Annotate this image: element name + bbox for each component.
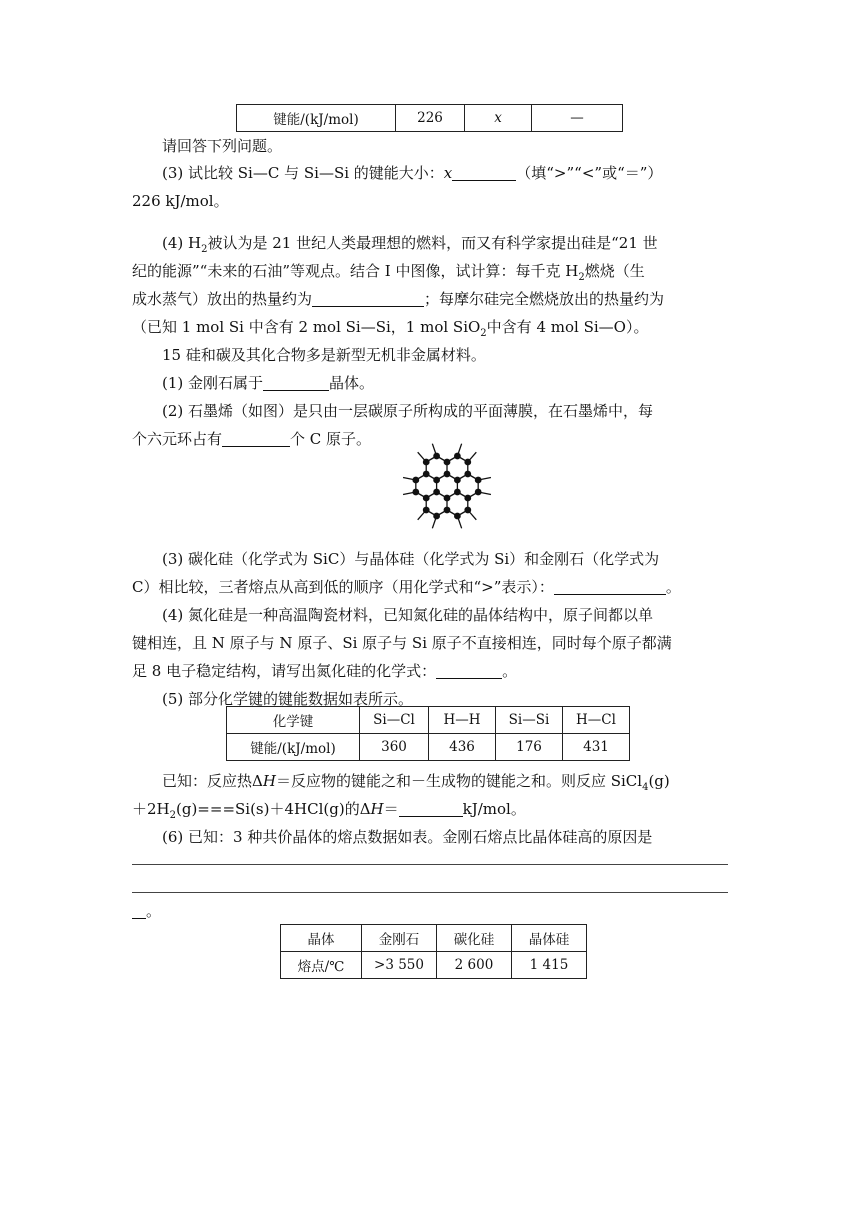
q3-text: (3) 试比较 Si—C 与 Si—Si 的键能大小： — [162, 164, 444, 182]
carbon-atom — [464, 471, 471, 478]
table-header-cell: H—H — [429, 707, 496, 734]
q3-var: x — [443, 164, 453, 182]
p15-q6-answer-tail — [132, 900, 161, 922]
carbon-atom — [464, 459, 471, 466]
p15-q6-line: (6) 已知：3 种共价晶体的熔点数据如表。金刚石熔点比晶体硅高的原因是 — [162, 828, 653, 846]
p15-q6-answer-line-1[interactable] — [132, 864, 728, 865]
p15-q5-text: 已知：反应热Δ — [162, 772, 263, 790]
carbon-atom — [454, 477, 461, 484]
intro-text: 请回答下列问题。 — [162, 137, 283, 155]
p15-q5-text: (g) — [648, 772, 670, 790]
table-header-cell: Si—Cl — [360, 707, 429, 734]
p15-q2-text: 个六元环占有 — [132, 430, 223, 448]
carbon-atom — [444, 459, 451, 466]
carbon-atom — [475, 477, 482, 484]
question-4-line4 — [132, 316, 730, 345]
p15-q5-text: H — [370, 800, 384, 818]
subscript: 2 — [578, 272, 585, 283]
p15-q3-text: 。 — [665, 578, 681, 596]
carbon-atom — [433, 489, 440, 496]
p15-q5-text: (g)===Si(s)＋4HCl(g)的Δ — [176, 800, 371, 818]
carbon-atom — [412, 477, 419, 484]
carbon-atom — [444, 507, 451, 514]
q4-text: 中含有 4 mol Si—O）。 — [486, 318, 649, 336]
p15-q5-text: H — [262, 772, 276, 790]
p15-q4-line3 — [132, 660, 730, 682]
table-header-cell: 金刚石 — [362, 925, 437, 952]
bond-energy-table — [226, 706, 630, 761]
table-cell: 436 — [429, 734, 496, 761]
table-header-cell: Si—Si — [496, 707, 563, 734]
p15-q4-line1: (4) 氮化硅是一种高温陶瓷材料，已知氮化硅的晶体结构中，原子间都以单 — [162, 606, 654, 624]
table-cell: 熔点/℃ — [281, 952, 362, 979]
table-header-cell: 晶体 — [281, 925, 362, 952]
carbon-atom — [464, 507, 471, 514]
question-4-line2 — [132, 260, 730, 289]
table-header-cell: 碳化硅 — [437, 925, 512, 952]
q3-tail: 226 kJ/mol。 — [132, 192, 229, 210]
carbon-atom — [433, 513, 440, 520]
table-cell: >3 550 — [362, 952, 437, 979]
table-cell: — — [532, 105, 623, 132]
p15-q1-answer-blank[interactable] — [263, 374, 329, 391]
subscript: 2 — [201, 244, 208, 255]
carbon-atom — [454, 453, 461, 460]
q4-text: (4) H — [162, 234, 202, 252]
p15-q4-answer-blank[interactable] — [436, 662, 502, 679]
table-cell: 176 — [496, 734, 563, 761]
table-cell: 226 — [396, 105, 465, 132]
q4-text: ；每摩尔硅完全燃烧放出的热量约为 — [424, 290, 665, 308]
p15-q1-line — [132, 372, 760, 394]
p15-q4-text: 。 — [502, 662, 518, 680]
p15-q6-answer-blank-end[interactable] — [132, 902, 146, 919]
problem-15-title: 15 硅和碳及其化合物多是新型无机非金属材料。 — [162, 346, 486, 364]
table-cell: 键能/(kJ/mol) — [227, 734, 360, 761]
carbon-atom — [454, 489, 461, 496]
q4-answer-blank-1[interactable] — [312, 290, 424, 307]
carbon-atom — [423, 507, 430, 514]
carbon-atom — [433, 477, 440, 484]
melting-point-table — [280, 924, 587, 979]
bond-energy-table-top — [236, 104, 623, 132]
table-header-cell: H—Cl — [563, 707, 630, 734]
table-header-cell: 化学键 — [227, 707, 360, 734]
carbon-atom — [423, 471, 430, 478]
p15-q3-line2 — [132, 576, 730, 598]
subscript: 4 — [642, 782, 649, 793]
question-4-line3 — [132, 288, 730, 310]
p15-q5-text: ＝ — [383, 800, 399, 818]
table-cell: 1 415 — [512, 952, 587, 979]
carbon-atom — [444, 495, 451, 502]
q4-text: 被认为是 21 世纪人类最理想的燃料，而又有科学家提出硅是“21 世 — [207, 234, 658, 252]
carbon-atom — [444, 471, 451, 478]
q3-answer-blank[interactable] — [452, 164, 516, 181]
carbon-atom — [433, 453, 440, 460]
table-cell: x — [465, 105, 532, 132]
carbon-atom — [412, 489, 419, 496]
p15-q5-text: ＝反应物的键能之和－生成物的键能之和。则反应 SiCl — [275, 772, 643, 790]
table-cell: 431 — [563, 734, 630, 761]
subscript: 2 — [169, 810, 176, 821]
p15-q3-text: C）相比较，三者熔点从高到低的顺序（用化学式和“>”表示）： — [132, 578, 554, 596]
q4-text: 燃烧（生 — [584, 262, 645, 280]
q4-text: 纪的能源”“未来的石油”等观点。结合 I 中图像，试计算：每千克 H — [132, 262, 579, 280]
p15-q2-text: 个 C 原子。 — [290, 430, 372, 448]
carbon-atom — [475, 489, 482, 496]
p15-q6-text: 。 — [146, 902, 162, 920]
table-cell: 键能/(kJ/mol) — [237, 105, 396, 132]
p15-q6-answer-line-2[interactable] — [132, 892, 728, 893]
p15-q4-text: 足 8 电子稳定结构，请写出氮化硅的化学式： — [132, 662, 437, 680]
p15-q5-text: ＋2H — [132, 800, 170, 818]
table-header-cell: 晶体硅 — [512, 925, 587, 952]
graphene-diagram — [392, 430, 502, 542]
p15-q5-formula-line1 — [132, 770, 760, 799]
carbon-atom — [423, 495, 430, 502]
p15-q5-formula-line2 — [132, 798, 730, 827]
p15-q2-line1: (2) 石墨烯（如图）是只由一层碳原子所构成的平面薄膜，在石墨烯中，每 — [162, 402, 654, 420]
p15-q4-line2: 键相连，且 N 原子与 N 原子、Si 原子与 Si 原子不直接相连，同时每个原子都满 — [132, 634, 672, 652]
question-4-line1 — [132, 232, 760, 261]
carbon-atom — [464, 495, 471, 502]
q3-fill-hint: （填“>”“<”或“＝”） — [516, 164, 663, 182]
p15-q5-line: (5) 部分化学键的键能数据如表所示。 — [162, 690, 414, 708]
p15-q3-answer-blank[interactable] — [554, 578, 666, 595]
carbon-atom — [454, 513, 461, 520]
carbon-atom — [423, 459, 430, 466]
p15-q1-text: 晶体。 — [329, 374, 375, 392]
p15-q1-text: (1) 金刚石属于 — [162, 374, 264, 392]
p15-q2-answer-blank[interactable] — [222, 430, 290, 447]
p15-q3-line1: (3) 碳化硅（化学式为 SiC）与晶体硅（化学式为 Si）和金刚石（化学式为 — [162, 550, 660, 568]
table-cell: 2 600 — [437, 952, 512, 979]
subscript: 2 — [480, 328, 487, 339]
q4-text: （已知 1 mol Si 中含有 2 mol Si—Si，1 mol SiO — [132, 318, 481, 336]
question-3-line — [132, 162, 760, 184]
q4-text: 成水蒸气）放出的热量约为 — [132, 290, 313, 308]
p15-q5-answer-blank[interactable] — [399, 800, 463, 817]
p15-q5-text: kJ/mol。 — [462, 800, 526, 818]
table-cell: 360 — [360, 734, 429, 761]
